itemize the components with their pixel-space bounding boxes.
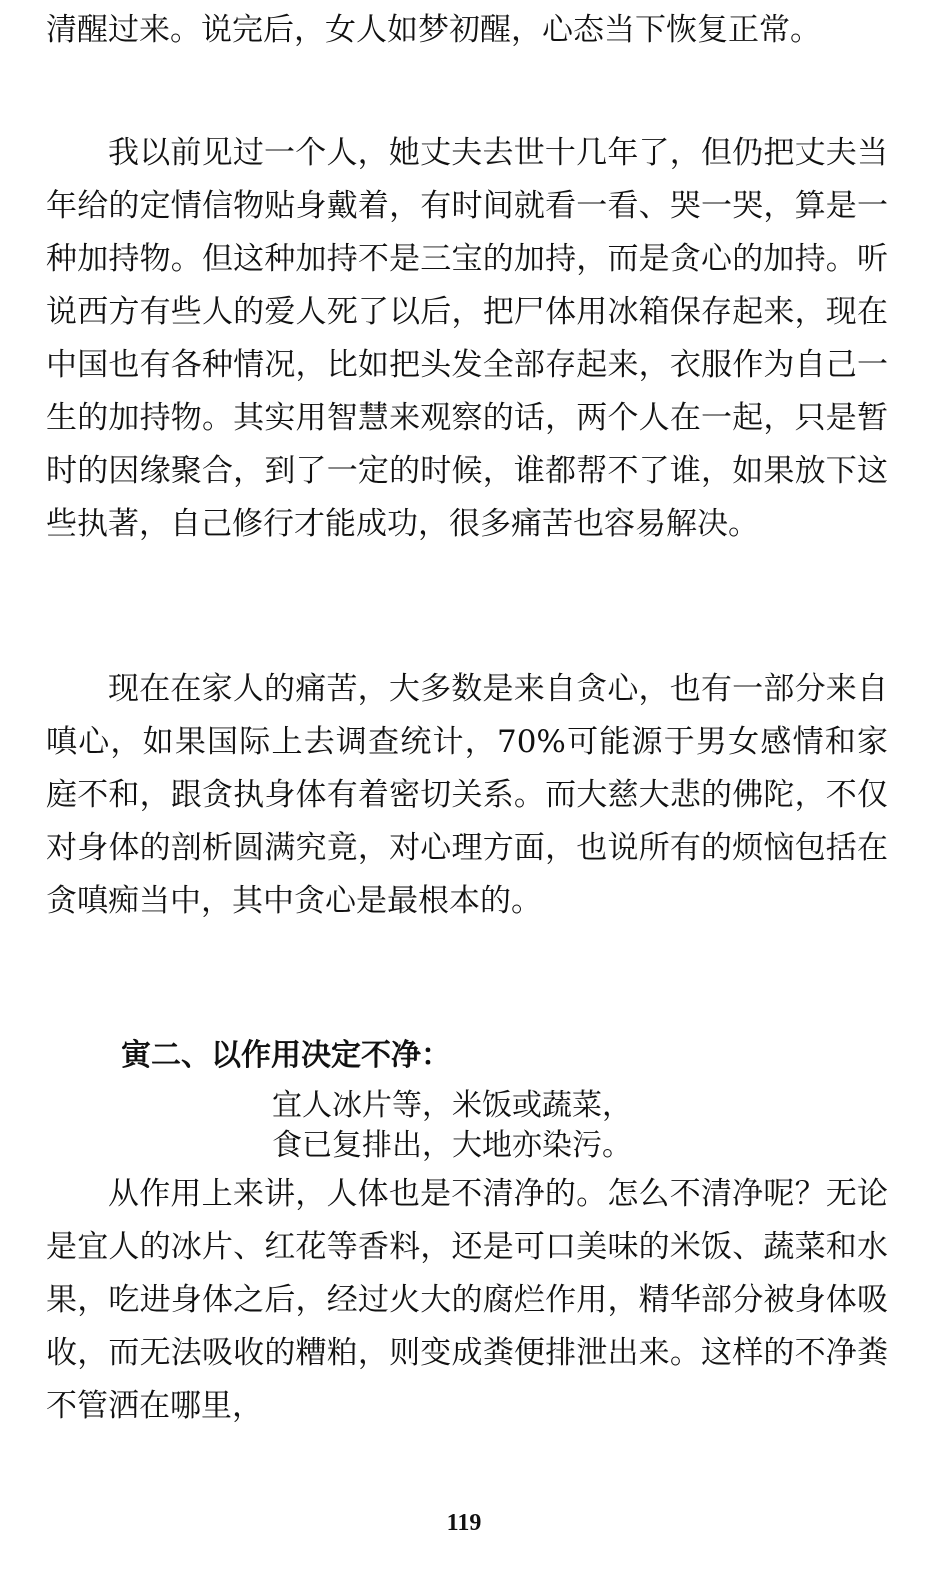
paragraph-keepsake: 我以前见过一个人，她丈夫去世十几年了，但仍把丈夫当年给的定情信物贴身戴着，有时间就看一看、哭一哭，算是一种加持物。但这种加持不是三宝的加持，而是贪心的加持。听说西方有些人的爱人死了以后，把尸体用冰箱保存起来，现在中国也有各种情况，比如把头发全部存起来，衣服作为自己一生的加持物。其实用智慧来观察的话，两个人在一起，只是暂时的因缘聚合，到了一定的时候，谁都帮不了谁，如果放下这些执著，自己修行才能成功，很多痛苦也容易解决。 bbox=[46, 135, 888, 542]
paragraph-function: 从作用上来讲，人体也是不清净的。怎么不清净呢？无论是宜人的冰片、红花等香料，还是可口美味的米饭、蔬菜和水果，吃进身体之后，经过火大的腐烂作用，精华部分被身体吸收，而无法吸收的糟粕，则变成粪便排泄出来。这样的不净粪不管洒在哪里， bbox=[46, 1176, 888, 1424]
paragraph-continued: 清醒过来。说完后，女人如梦初醒，心态当下恢复正常。 bbox=[46, 12, 821, 48]
verse-line-2: 食已复排出，大地亦染污。 bbox=[272, 1128, 632, 1163]
section-heading: 寅二、以作用决定不净： bbox=[121, 1038, 451, 1073]
verse-line-1: 宜人冰片等，米饭或蔬菜， bbox=[272, 1088, 632, 1123]
page-number: 119 bbox=[446, 1510, 482, 1536]
paragraph-suffering: 现在在家人的痛苦，大多数是来自贪心，也有一部分来自嗔心，如果国际上去调查统计，70%可能源于男女感情和家庭不和，跟贪执身体有着密切关系。而大慈大悲的佛陀，不仅对身体的剖析圆满究竟，对心理方面，也说所有的烦恼包括在贪嗔痴当中，其中贪心是最根本的。 bbox=[46, 671, 888, 919]
